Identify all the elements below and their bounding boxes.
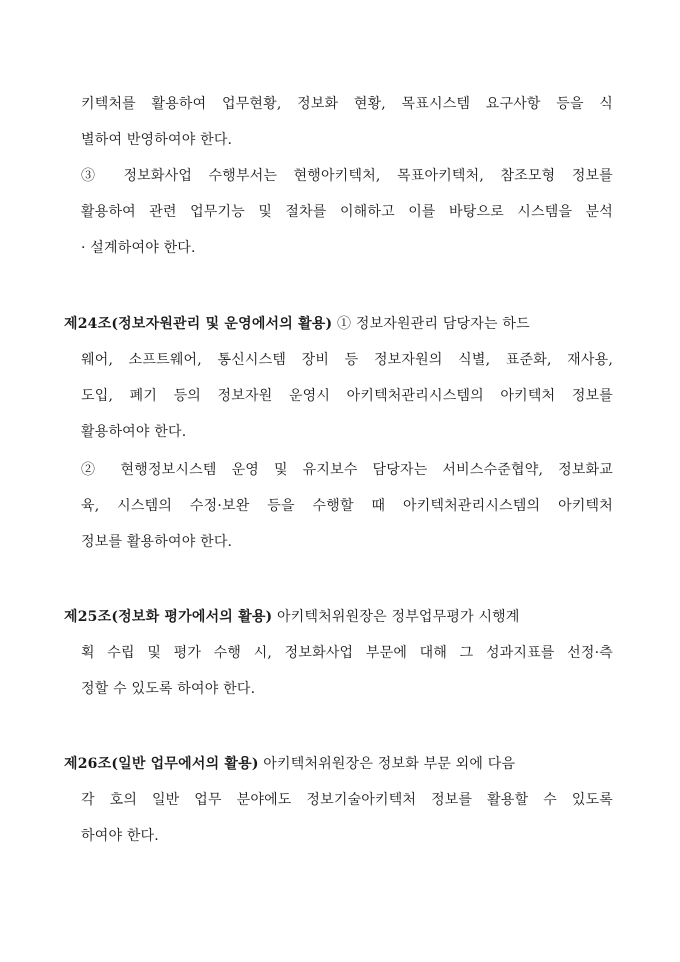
article-24-first-text: ① 정보자원관리 담당자는 하드 xyxy=(332,316,530,332)
article-26-first-text: 아키텍처위원장은 정보화 부문 외에 다음 xyxy=(258,756,516,772)
article-25-first-text: 아키텍처위원장은 정부업무평가 시행계 xyxy=(272,609,520,625)
article-24-heading: 제24조(정보자원관리 및 운영에서의 활용) xyxy=(64,316,333,332)
para3-line-1: ③ 정보화사업 수행부서는 현행아키텍처, 목표아키텍처, 참조모형 정보를 xyxy=(81,168,613,184)
article-25-line-2: 획 수립 및 평가 수행 시, 정보화사업 부문에 대해 그 성과지표를 선정·측 xyxy=(81,645,613,661)
article-24-line-4: 활용하여야 한다. xyxy=(81,424,187,440)
article-24-line-2: 웨어, 소프트웨어, 통신시스템 장비 등 정보자원의 식별, 표준화, 재사용, xyxy=(81,352,613,368)
para3-line-3: · 설계하여야 한다. xyxy=(81,240,196,256)
article-24-para2-line-2: 육, 시스템의 수정·보완 등을 수행할 때 아키텍처관리시스템의 아키텍처 xyxy=(81,498,613,514)
para3-line-2: 활용하여 관련 업무기능 및 절차를 이해하고 이를 바탕으로 시스템을 분석 xyxy=(81,204,613,220)
article-25-first-line xyxy=(64,607,613,627)
article-24-first-line xyxy=(64,314,613,334)
intro-line-1: 키텍처를 활용하여 업무현황, 정보화 현황, 목표시스템 요구사항 등을 식 xyxy=(81,96,613,112)
article-24-para2-line-3: 정보를 활용하여야 한다. xyxy=(81,534,233,550)
article-24-para2-line-1: ② 현행정보시스템 운영 및 유지보수 담당자는 서비스수준협약, 정보화교 xyxy=(81,462,613,478)
intro-line-2: 별하여 반영하여야 한다. xyxy=(81,132,233,148)
article-26-heading: 제26조(일반 업무에서의 활용) xyxy=(64,756,259,772)
article-26-first-line xyxy=(64,754,613,774)
article-25-heading: 제25조(정보화 평가에서의 활용) xyxy=(64,609,273,625)
article-26-line-2: 각 호의 일반 업무 분야에도 정보기술아키텍처 정보를 활용할 수 있도록 xyxy=(81,792,613,808)
article-25-line-3: 정할 수 있도록 하여야 한다. xyxy=(81,681,256,697)
article-26-line-3: 하여야 한다. xyxy=(81,828,159,844)
article-24-line-3: 도입, 폐기 등의 정보자원 운영시 아키텍처관리시스템의 아키텍처 정보를 xyxy=(81,388,613,404)
